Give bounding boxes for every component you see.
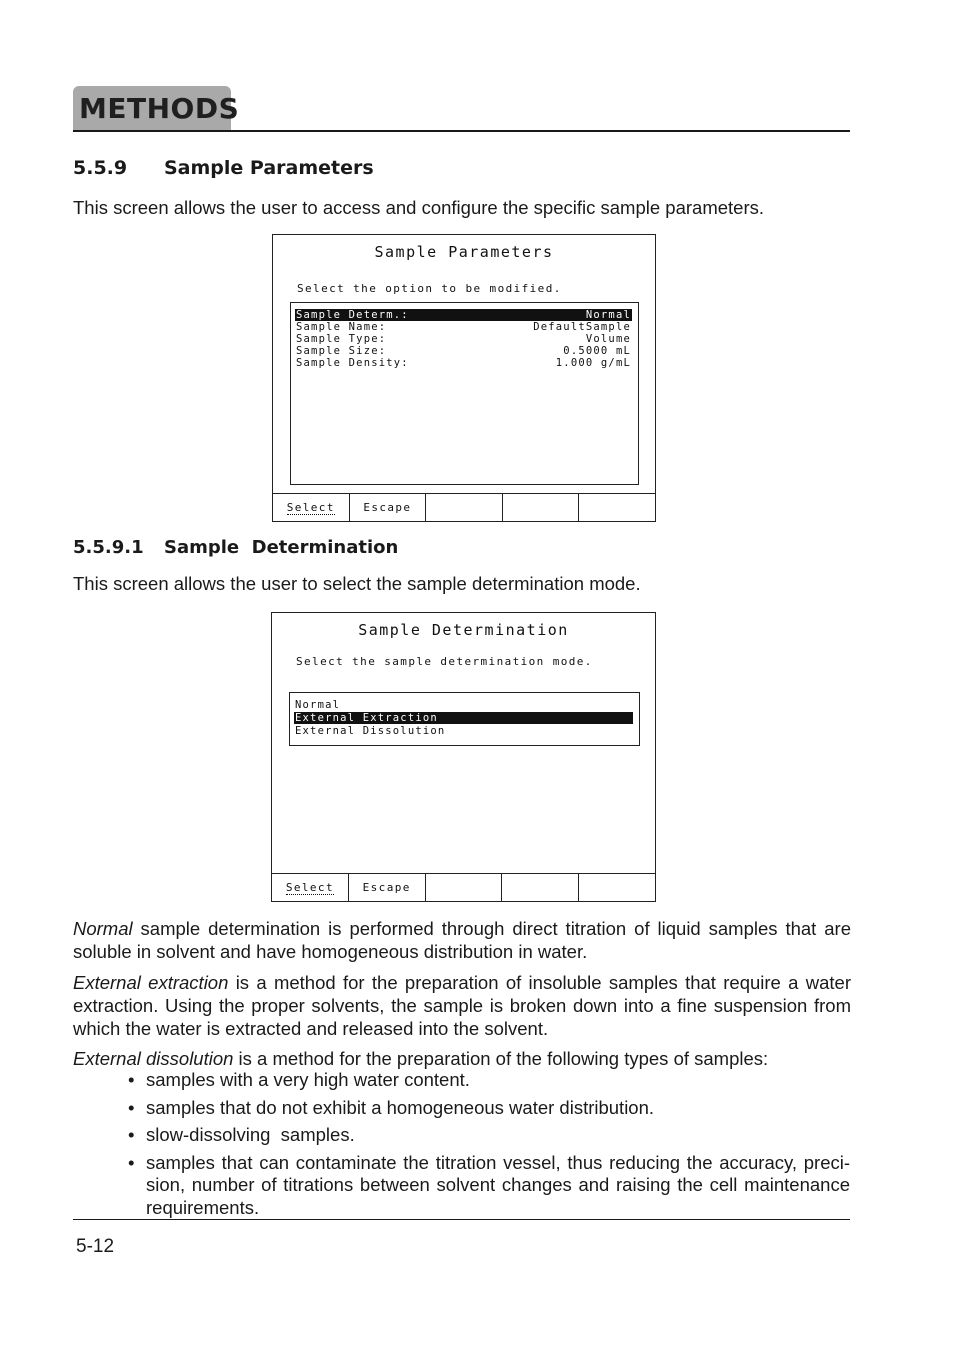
softkey-5[interactable] — [579, 874, 655, 901]
external-dissolution-text: is a method for the preparation of the following types of samples: — [233, 1048, 769, 1069]
parameter-value: 1.000 g/mL — [555, 357, 631, 369]
softkey-bar — [272, 873, 655, 901]
mode-option: External Extraction — [295, 712, 438, 724]
sample-parameters-screen — [272, 234, 656, 522]
normal-paragraph — [73, 917, 851, 963]
subsection-heading — [73, 537, 398, 558]
sample-determination-screen — [271, 612, 656, 902]
section-intro: This screen allows the user to access and configure the specific sample parameters. — [73, 197, 764, 218]
footer-divider — [73, 1219, 850, 1220]
list-item[interactable] — [294, 699, 633, 711]
list-item[interactable] — [295, 357, 632, 369]
header-divider — [73, 130, 850, 132]
external-extraction-text: is a method for the preparation of insoluble samples that require a water extraction. Using the proper solvents, the sample is broken down into a fine suspension from which the water is extracted and released into the solvent. — [73, 972, 851, 1039]
softkey-5[interactable] — [579, 494, 655, 521]
section-title: Sample Parameters — [164, 157, 374, 179]
list-item[interactable] — [295, 309, 632, 321]
screen-prompt: Select the sample determination mode. — [296, 655, 593, 668]
parameter-label: Sample Determ.: — [296, 309, 409, 321]
section-heading — [73, 157, 374, 179]
parameter-label: Sample Size: — [296, 345, 387, 357]
mode-option: Normal — [295, 699, 341, 711]
softkey-4[interactable] — [502, 874, 579, 901]
list-item: • samples with a very high water content. — [128, 1069, 470, 1090]
sample-types-list — [128, 1069, 850, 1224]
parameter-label: Sample Type: — [296, 333, 387, 345]
list-item[interactable] — [295, 333, 632, 345]
external-dissolution-paragraph — [73, 1047, 851, 1070]
parameter-label: Sample Name: — [296, 321, 387, 333]
section-number: 5.5.9 — [73, 157, 128, 179]
softkey-3[interactable] — [426, 874, 503, 901]
subsection-title: Sample Determination — [164, 537, 399, 558]
external-extraction-term: External extraction — [73, 972, 229, 993]
list-item: • samples that can contaminate the titration vessel, thus reducing the accuracy, preci-sion, number of titrations between solvent changes and raising the cell maintenance requirements. — [128, 1151, 850, 1218]
screen-prompt: Select the option to be modified. — [297, 282, 562, 295]
normal-text: sample determination is performed through direct titration of liquid samples that are soluble in solvent and have homogeneous distribution in water. — [73, 918, 851, 962]
list-item[interactable] — [294, 712, 633, 724]
softkey-4[interactable] — [503, 494, 580, 521]
screen-title: Sample Parameters — [374, 243, 554, 261]
parameter-value: Normal — [585, 309, 631, 321]
parameter-label: Sample Density: — [296, 357, 409, 369]
select-softkey[interactable]: Select — [273, 494, 350, 521]
screen-title: Sample Determination — [358, 621, 569, 639]
escape-softkey[interactable]: Escape — [349, 874, 426, 901]
list-item[interactable] — [295, 321, 632, 333]
subsection-intro: This screen allows the user to select the sample determination mode. — [73, 573, 641, 594]
page-number: 5-12 — [76, 1236, 115, 1257]
parameter-value: 0.5000 mL — [563, 345, 631, 357]
normal-term: Normal — [73, 918, 133, 939]
softkey-3[interactable] — [426, 494, 503, 521]
mode-option: External Dissolution — [295, 725, 446, 737]
list-item: • samples that do not exhibit a homogeneous water distribution. — [128, 1096, 655, 1118]
chapter-header-tab: METHODS — [73, 86, 231, 130]
list-item[interactable] — [295, 345, 632, 357]
escape-softkey[interactable]: Escape — [350, 494, 427, 521]
parameter-list — [290, 302, 639, 485]
external-extraction-paragraph — [73, 971, 851, 1040]
select-softkey[interactable]: Select — [272, 874, 349, 901]
softkey-bar — [273, 493, 655, 521]
external-dissolution-term: External dissolution — [73, 1048, 234, 1069]
mode-list — [289, 692, 640, 746]
parameter-value: DefaultSample — [533, 321, 631, 333]
list-item[interactable] — [294, 725, 633, 737]
list-item: • slow-dissolving samples. — [128, 1124, 355, 1145]
subsection-number: 5.5.9.1 — [73, 537, 144, 558]
parameter-value: Volume — [585, 333, 631, 345]
